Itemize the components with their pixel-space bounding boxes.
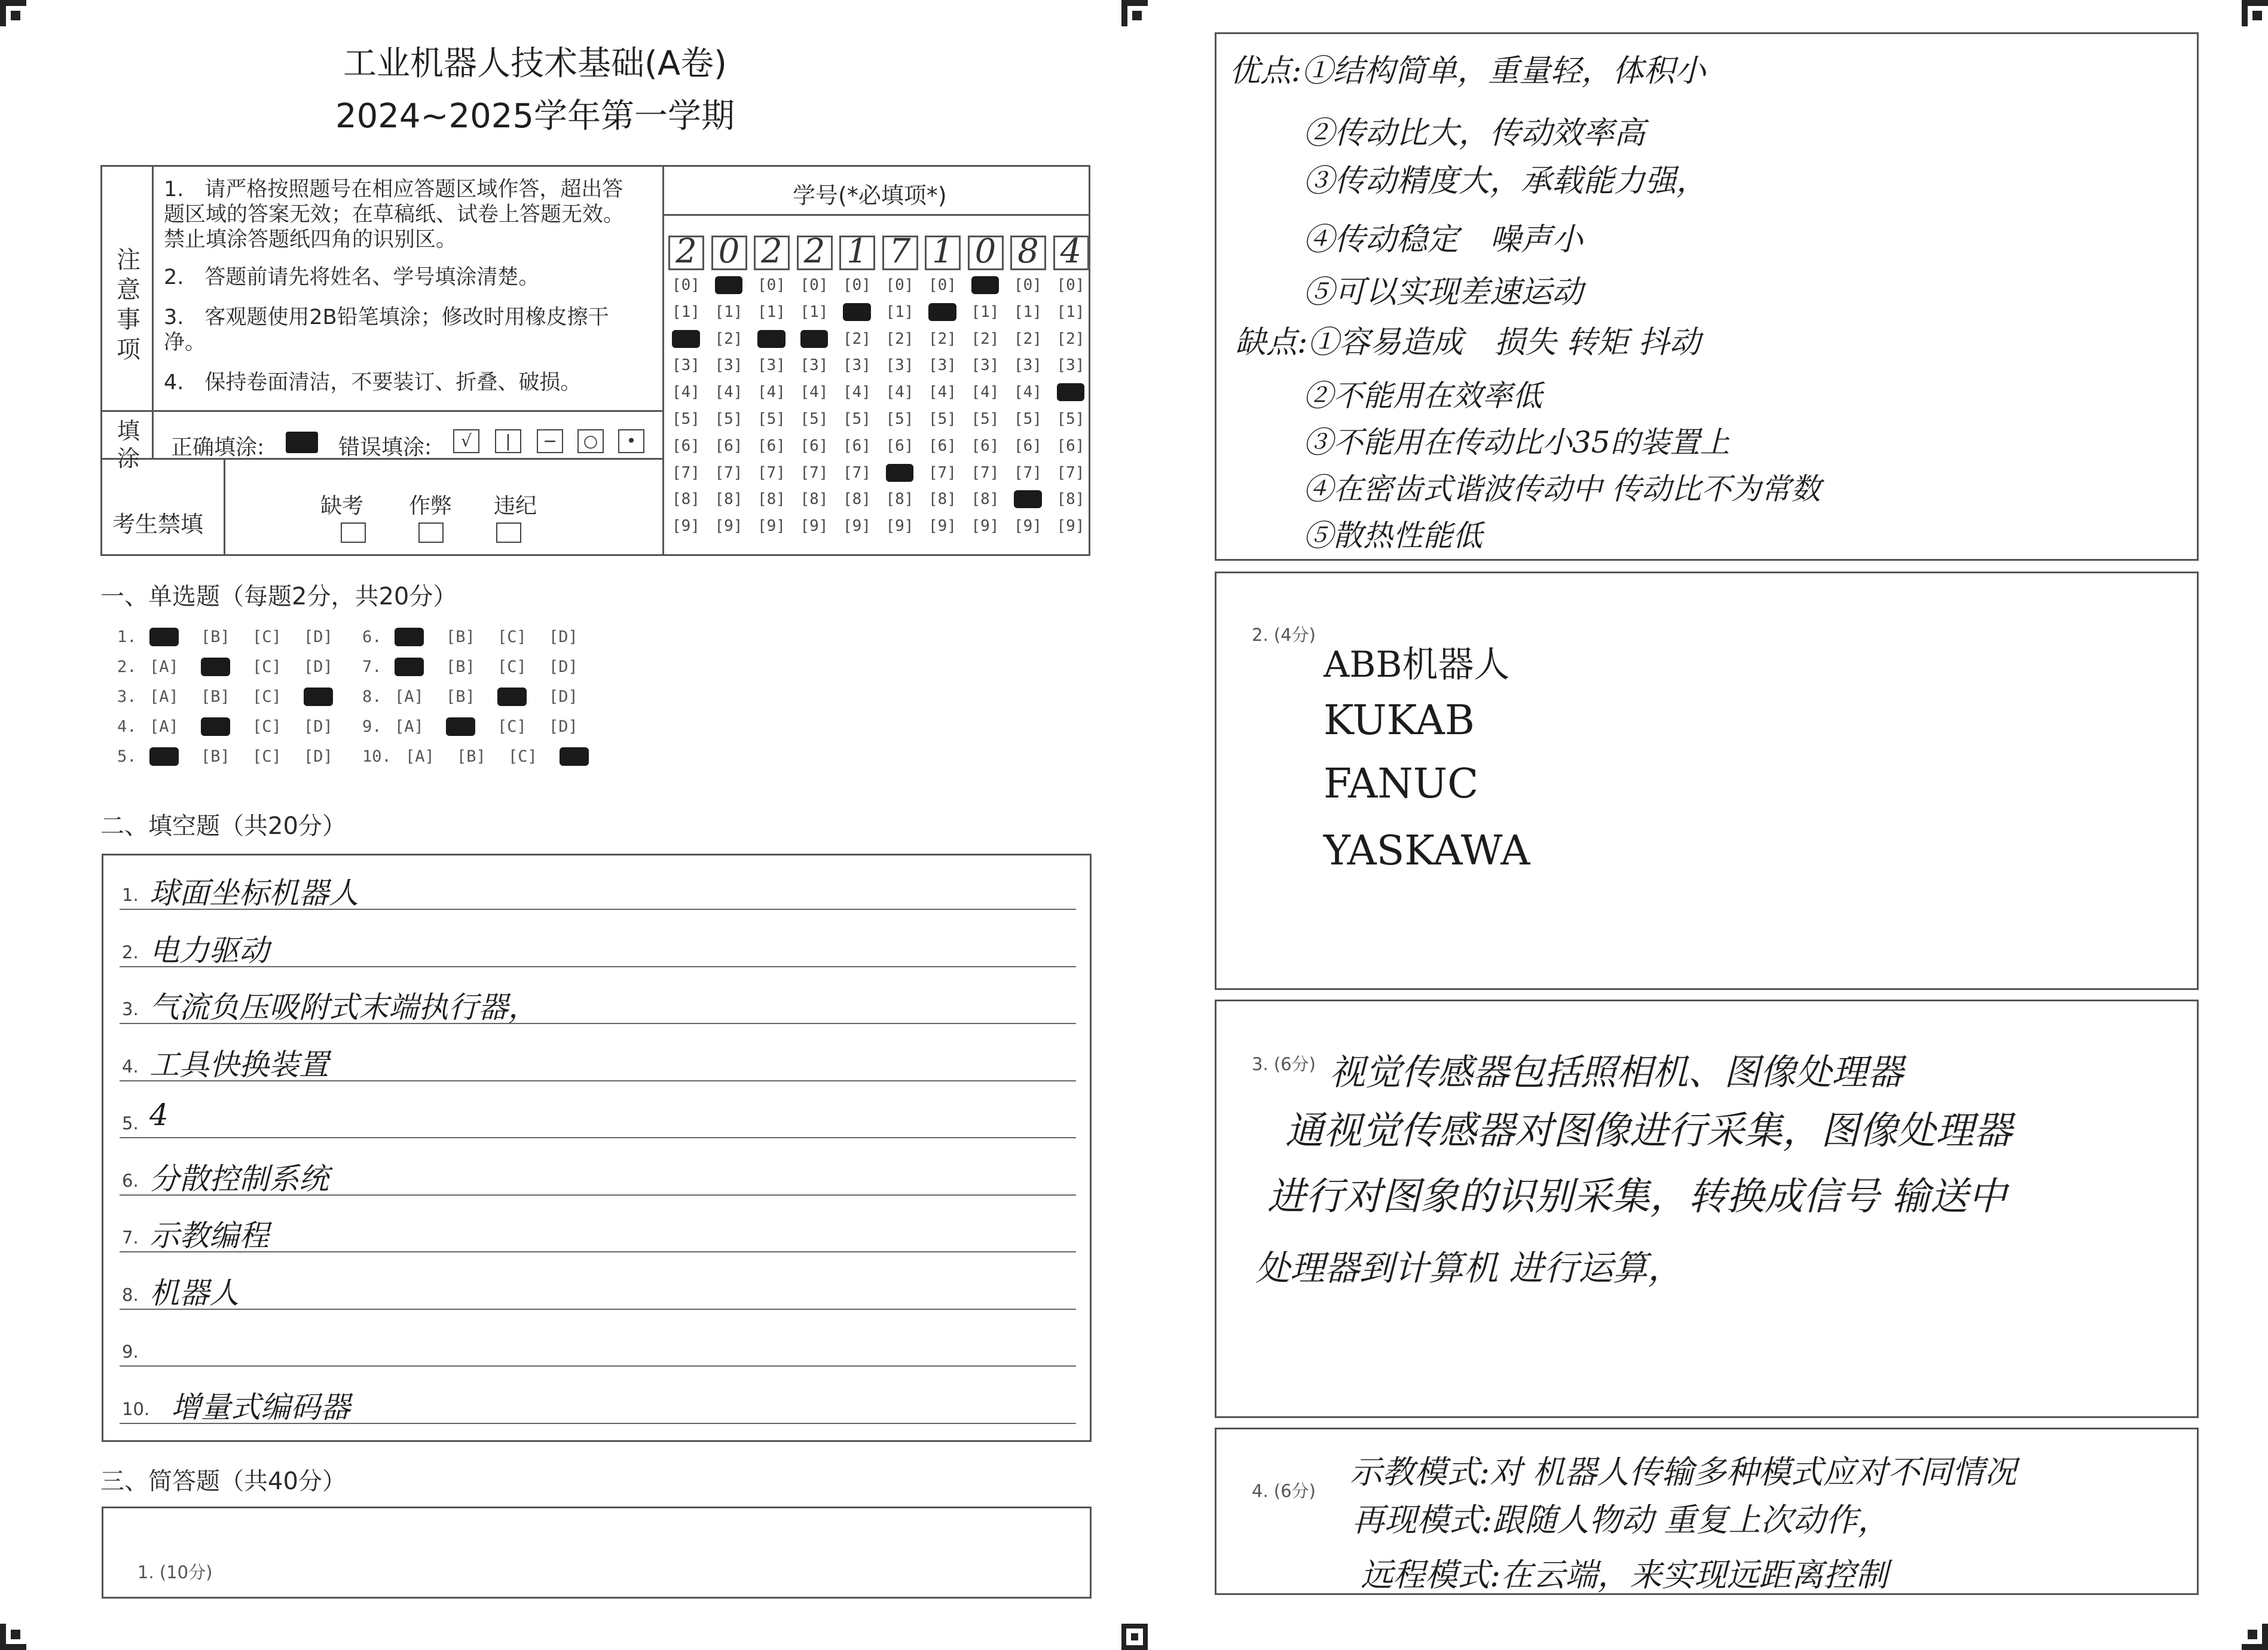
mc-option[interactable]: [C]: [497, 717, 527, 736]
student-id-bubble[interactable]: [8]: [757, 490, 785, 509]
student-id-bubble[interactable]: [2]: [928, 329, 956, 348]
mc-option[interactable]: [B]: [446, 628, 475, 646]
student-id-bubble[interactable]: [3]: [1014, 356, 1042, 375]
student-id-bubble[interactable]: [1]: [1014, 302, 1042, 321]
mc-option-filled[interactable]: [A]: [395, 658, 424, 676]
cheating-label: 作弊: [409, 494, 453, 518]
student-id-bubble-filled[interactable]: [7]: [885, 463, 914, 482]
student-id-digit: 2: [761, 232, 783, 271]
mc-option[interactable]: [C]: [497, 658, 527, 676]
q3-answer-line: 处理器到计算机 进行运算，: [1255, 1248, 1683, 1288]
notice-item: 2. 答题前请先将姓名、学号填涂清楚。: [164, 265, 540, 289]
student-id-bubble[interactable]: [1]: [885, 302, 914, 321]
student-id-bubble[interactable]: [9]: [800, 517, 829, 536]
fill-in-number: 5.: [122, 1113, 139, 1133]
fill-in-answer: 工具快换装置: [149, 1047, 329, 1082]
q2-label: 2. (4分): [1252, 625, 1316, 645]
fill-in-number: 1.: [122, 885, 139, 905]
student-id-digit: 0: [718, 232, 740, 271]
wrong-fill-example: •: [618, 429, 644, 453]
fill-in-line: [120, 1365, 1076, 1367]
fill-in-number: 2.: [122, 942, 139, 962]
student-id-bubble[interactable]: [5]: [714, 410, 743, 428]
fill-in-answer: 4: [149, 1098, 169, 1132]
q1-answer-line: ⑤可以实现差速运动: [1303, 274, 1584, 310]
student-id-bubble[interactable]: [9]: [971, 517, 999, 536]
student-id-bubble[interactable]: [4]: [1014, 383, 1042, 402]
mc-option-filled[interactable]: [B]: [201, 658, 230, 676]
student-id-bubble[interactable]: [4]: [843, 383, 871, 402]
q1-answer-line: 优点:①结构简单，重量轻，体积小: [1229, 53, 1706, 89]
mc-option-filled[interactable]: [B]: [201, 717, 230, 736]
student-id-bubble[interactable]: [9]: [1056, 517, 1085, 536]
student-id-bubble[interactable]: [3]: [1056, 356, 1085, 375]
fill-in-line: [120, 1309, 1076, 1310]
mc-option[interactable]: [A]: [149, 658, 179, 676]
student-id-bubble[interactable]: [9]: [1014, 517, 1042, 536]
student-id-bubble[interactable]: [5]: [757, 410, 785, 428]
student-id-bubble[interactable]: [4]: [971, 383, 999, 402]
fill-in-answer: 示教编程: [149, 1218, 269, 1253]
student-id-bubble[interactable]: [7]: [971, 463, 999, 482]
q3-answer-line: 通视觉传感器对图像进行采集，图像处理器: [1285, 1109, 2012, 1153]
student-id-bubble[interactable]: [8]: [885, 490, 914, 509]
fill-in-answer: 分散控制系统: [149, 1161, 329, 1196]
student-id-bubble[interactable]: [9]: [928, 517, 956, 536]
student-id-bubble[interactable]: [3]: [885, 356, 914, 375]
student-id-bubble-filled[interactable]: [0]: [971, 276, 999, 294]
q4-answer-line: 远程模式:在云端，来实现远距离控制: [1361, 1556, 1888, 1594]
q1-answer-line: ③传动精度大，承载能力强，: [1303, 163, 1708, 199]
student-id-bubble[interactable]: [0]: [672, 276, 700, 294]
registration-mark-top-center: [1121, 0, 1148, 26]
student-id-bubble[interactable]: [9]: [885, 517, 914, 536]
student-id-bubble-filled[interactable]: [4]: [1056, 383, 1085, 402]
mc-question-number: 9.: [362, 717, 382, 736]
student-id-bubble[interactable]: [2]: [843, 329, 871, 348]
student-id-bubble[interactable]: [1]: [757, 302, 785, 321]
mc-option[interactable]: [C]: [508, 747, 537, 766]
student-id-bubble[interactable]: [6]: [1056, 436, 1085, 455]
mc-question-number: 5.: [117, 747, 137, 766]
mc-option[interactable]: [D]: [304, 717, 333, 736]
mc-option-filled[interactable]: [A]: [149, 747, 179, 766]
fill-in-number: 6.: [122, 1170, 139, 1191]
fill-in-number: 7.: [122, 1227, 139, 1248]
wrong-fill-example: √: [453, 429, 479, 453]
student-id-bubble[interactable]: [0]: [757, 276, 785, 294]
student-id-bubble[interactable]: [5]: [1056, 410, 1085, 428]
student-id-bubble[interactable]: [2]: [714, 329, 743, 348]
q2-answer-line: YASKAWA: [1323, 827, 1530, 875]
registration-mark-top-left: [0, 0, 26, 26]
q1-answer-line: ⑤散热性能低: [1303, 518, 1483, 553]
student-id-bubble[interactable]: [6]: [714, 436, 743, 455]
mc-option[interactable]: [D]: [549, 717, 578, 736]
student-id-bubble-filled[interactable]: [2]: [757, 329, 785, 348]
student-id-bubble[interactable]: [4]: [928, 383, 956, 402]
mc-option[interactable]: [C]: [252, 628, 282, 646]
student-id-bubble[interactable]: [7]: [1014, 463, 1042, 482]
q1-answer-line: ②不能用在效率低: [1303, 378, 1542, 413]
wrong-fill-example: −: [537, 429, 563, 453]
absent-label: 缺考: [320, 494, 364, 518]
student-id-bubble[interactable]: [4]: [714, 383, 743, 402]
student-id-bubble[interactable]: [5]: [800, 410, 829, 428]
correct-fill-label: 正确填涂:: [171, 435, 265, 460]
student-id-bubble[interactable]: [7]: [843, 463, 871, 482]
mc-option[interactable]: [B]: [201, 688, 230, 706]
wrong-fill-example: ○: [577, 429, 604, 453]
q3-label: 3. (6分): [1252, 1054, 1316, 1074]
registration-mark-top-right: [2242, 0, 2268, 26]
student-id-bubble[interactable]: [9]: [843, 517, 871, 536]
fill-in-line: [120, 1137, 1076, 1138]
student-id-bubble[interactable]: [4]: [800, 383, 829, 402]
mc-option[interactable]: [D]: [304, 747, 333, 766]
section2-title: 二、填空题（共20分）: [100, 812, 346, 840]
student-id-bubble[interactable]: [5]: [672, 410, 700, 428]
student-id-bubble[interactable]: [6]: [843, 436, 871, 455]
fill-in-number: 3.: [122, 999, 139, 1019]
q3-answer-line: 进行对图象的识别采集，转换成信号 输送中: [1267, 1175, 2007, 1219]
q1-label: 1. (10分): [137, 1562, 213, 1582]
mc-option-filled[interactable]: [A]: [395, 628, 424, 646]
mc-option[interactable]: [C]: [252, 658, 282, 676]
student-id-digit: 0: [974, 232, 997, 271]
mc-option-filled[interactable]: [D]: [560, 747, 589, 766]
student-id-bubble[interactable]: [8]: [1056, 490, 1085, 509]
student-id-bubble[interactable]: [8]: [800, 490, 829, 509]
student-id-bubble[interactable]: [8]: [714, 490, 743, 509]
registration-mark-bottom-left: [0, 1624, 26, 1650]
fill-in-number: 4.: [122, 1056, 139, 1077]
student-id-bubble[interactable]: [7]: [672, 463, 700, 482]
mc-option[interactable]: [D]: [549, 658, 578, 676]
student-id-bubble[interactable]: [0]: [928, 276, 956, 294]
mc-question-number: 7.: [362, 658, 382, 676]
page-title: 工业机器人技术基础(A卷): [343, 44, 727, 83]
student-id-bubble[interactable]: [3]: [800, 356, 829, 375]
q2-answer-line: KUKAB: [1323, 697, 1475, 744]
mc-option[interactable]: [C]: [252, 688, 282, 706]
mc-option[interactable]: [B]: [201, 747, 230, 766]
registration-mark-bottom-right: [2242, 1624, 2268, 1650]
student-id-bubble[interactable]: [5]: [928, 410, 956, 428]
q1-answer-line: ④传动稳定 噪声小: [1303, 222, 1584, 258]
registration-mark-bottom-center: [1121, 1624, 1148, 1650]
q3-answer-line: 视觉传感器包括照相机、图像处理器: [1329, 1052, 1903, 1093]
mc-option[interactable]: [A]: [395, 717, 424, 736]
q1-answer-line: ②传动比大，传动效率高: [1303, 115, 1646, 151]
wrong-fill-label: 错误填涂:: [338, 435, 432, 460]
fill-in-number: 10.: [122, 1398, 150, 1419]
student-id-bubble[interactable]: [9]: [757, 517, 785, 536]
mc-option-filled[interactable]: [B]: [446, 717, 475, 736]
student-id-digit: 4: [1060, 232, 1082, 271]
student-id-digit: 7: [889, 232, 911, 271]
violation-label: 违纪: [494, 494, 537, 518]
mc-question-number: 2.: [117, 658, 137, 676]
short-answer-q1-panel: [102, 1507, 1092, 1599]
student-id-bubble[interactable]: [2]: [885, 329, 914, 348]
student-id-bubble[interactable]: [5]: [885, 410, 914, 428]
mc-option[interactable]: [C]: [252, 717, 282, 736]
student-id-bubble[interactable]: [1]: [800, 302, 829, 321]
notice-item: 3. 客观题使用2B铅笔填涂；修改时用橡皮擦干净。: [164, 305, 609, 355]
notice-item: 1. 请严格按照题号在相应答题区域作答，超出答题区域的答案无效；在草稿纸、试卷上答题无效。禁止填涂答题纸四角的识别区。: [164, 178, 625, 252]
fill-in-answer: 气流负压吸附式末端执行器，: [149, 990, 538, 1025]
mc-option-filled[interactable]: [D]: [304, 688, 333, 706]
student-id-bubble-filled[interactable]: [0]: [714, 276, 743, 294]
student-id-digit: 2: [803, 232, 826, 271]
fill-in-number: 9.: [122, 1342, 139, 1362]
student-id-bubble[interactable]: [5]: [843, 410, 871, 428]
student-id-bubble[interactable]: [7]: [800, 463, 829, 482]
student-id-digit: 2: [675, 232, 697, 271]
student-id-bubble[interactable]: [7]: [928, 463, 956, 482]
student-id-digit: 1: [846, 232, 868, 271]
student-id-bubble[interactable]: [6]: [800, 436, 829, 455]
student-id-bubble[interactable]: [2]: [1014, 329, 1042, 348]
q4-answer-line: 示教模式:对 机器人传输多种模式应对不同情况: [1350, 1453, 2017, 1491]
notice-label: 注意事项: [117, 246, 140, 363]
mc-question-number: 10.: [362, 747, 392, 766]
q4-label: 4. (6分): [1252, 1481, 1316, 1501]
student-id-bubble[interactable]: [8]: [843, 490, 871, 509]
fill-in-number: 8.: [122, 1284, 139, 1305]
student-id-bubble[interactable]: [0]: [800, 276, 829, 294]
student-id-bubble[interactable]: [2]: [971, 329, 999, 348]
mc-question-number: 1.: [117, 628, 137, 646]
student-id-bubble[interactable]: [8]: [928, 490, 956, 509]
fill-in-answer: 球面坐标机器人: [149, 876, 359, 910]
student-id-bubble[interactable]: [8]: [971, 490, 999, 509]
student-id-bubble[interactable]: [6]: [1014, 436, 1042, 455]
student-id-bubble[interactable]: [9]: [714, 517, 743, 536]
mc-option[interactable]: [D]: [549, 628, 578, 646]
student-id-bubble[interactable]: [3]: [843, 356, 871, 375]
student-id-bubble[interactable]: [6]: [672, 436, 700, 455]
student-id-bubble[interactable]: [6]: [971, 436, 999, 455]
student-id-bubble-filled[interactable]: [2]: [672, 329, 700, 348]
mc-question-number: 8.: [362, 688, 382, 706]
student-id-bubble[interactable]: [1]: [971, 302, 999, 321]
student-id-bubble[interactable]: [1]: [672, 302, 700, 321]
student-id-bubble[interactable]: [6]: [928, 436, 956, 455]
student-id-bubble[interactable]: [1]: [714, 302, 743, 321]
student-id-bubble[interactable]: [7]: [714, 463, 743, 482]
student-id-bubble[interactable]: [0]: [885, 276, 914, 294]
student-id-bubble[interactable]: [9]: [672, 517, 700, 536]
student-id-bubble-filled[interactable]: [1]: [843, 302, 871, 321]
student-id-bubble[interactable]: [4]: [672, 383, 700, 402]
q1-answer-line: ④在密齿式谐波传动中 传动比不为常数: [1303, 472, 1821, 506]
student-id-label: 学号(*必填项*): [793, 182, 947, 209]
student-id-bubble[interactable]: [3]: [714, 356, 743, 375]
page-subtitle: 2024~2025学年第一学期: [335, 97, 735, 136]
mc-option[interactable]: [A]: [405, 747, 435, 766]
notice-item: 4. 保持卷面清洁，不要装订、折叠、破损。: [164, 371, 582, 395]
student-id-bubble[interactable]: [3]: [757, 356, 785, 375]
mc-option[interactable]: [A]: [149, 688, 179, 706]
mc-option-filled[interactable]: [A]: [149, 628, 179, 646]
student-id-bubble[interactable]: [7]: [1056, 463, 1085, 482]
wrong-fill-example: |: [495, 429, 521, 453]
student-id-bubble-filled[interactable]: [8]: [1014, 490, 1042, 509]
student-id-bubble[interactable]: [8]: [672, 490, 700, 509]
mc-option[interactable]: [B]: [201, 628, 230, 646]
q2-answer-line: ABB机器人: [1323, 644, 1510, 686]
student-id-bubble[interactable]: [4]: [757, 383, 785, 402]
student-id-bubble[interactable]: [4]: [885, 383, 914, 402]
q4-answer-line: 再现模式:跟随人物动 重复上次动作，: [1352, 1501, 1890, 1539]
student-id-bubble[interactable]: [3]: [971, 356, 999, 375]
student-id-bubble[interactable]: [0]: [843, 276, 871, 294]
fill-in-answer: 机器人: [149, 1275, 239, 1310]
mc-question-number: 3.: [117, 688, 137, 706]
student-id-bubble[interactable]: [5]: [971, 410, 999, 428]
correct-fill-example: [286, 432, 318, 453]
q2-answer-line: FANUC: [1323, 760, 1479, 808]
fill-in-answer: 增量式编码器: [171, 1389, 350, 1425]
mc-question-number: 4.: [117, 717, 137, 736]
student-id-bubble[interactable]: [6]: [757, 436, 785, 455]
student-id-bubble[interactable]: [3]: [672, 356, 700, 375]
student-id-bubble[interactable]: [0]: [1056, 276, 1085, 294]
mc-question-number: 6.: [362, 628, 382, 646]
cheating-checkbox[interactable]: [418, 522, 444, 543]
absent-checkbox[interactable]: [341, 522, 366, 543]
mc-option[interactable]: [C]: [252, 747, 282, 766]
mc-option[interactable]: [D]: [304, 658, 333, 676]
student-id-bubble[interactable]: [6]: [885, 436, 914, 455]
mc-option[interactable]: [A]: [149, 717, 179, 736]
student-id-bubble-filled[interactable]: [2]: [800, 329, 829, 348]
mc-option[interactable]: [B]: [446, 658, 475, 676]
section1-title: 一、单选题（每题2分，共20分）: [100, 583, 457, 610]
violation-checkbox[interactable]: [496, 522, 521, 543]
student-id-bubble[interactable]: [2]: [1056, 329, 1085, 348]
q1-answer-line: ③不能用在传动比小35的装置上: [1303, 425, 1730, 460]
student-id-bubble[interactable]: [7]: [757, 463, 785, 482]
student-id-bubble[interactable]: [5]: [1014, 410, 1042, 428]
mc-option[interactable]: [C]: [497, 628, 527, 646]
student-id-bubble[interactable]: [1]: [1056, 302, 1085, 321]
fill-in-answer: 电力驱动: [149, 933, 269, 968]
mc-option[interactable]: [A]: [395, 688, 424, 706]
mc-option[interactable]: [B]: [446, 688, 475, 706]
student-id-bubble-filled[interactable]: [1]: [928, 302, 956, 321]
fill-method-label: 填涂: [117, 418, 140, 472]
mc-option[interactable]: [D]: [304, 628, 333, 646]
student-id-digit: 8: [1017, 232, 1039, 271]
student-id-bubble[interactable]: [3]: [928, 356, 956, 375]
section3-title: 三、简答题（共40分）: [100, 1468, 346, 1495]
student-id-bubble[interactable]: [0]: [1014, 276, 1042, 294]
q1-answer-line: 缺点:①容易造成 损失 转矩 抖动: [1235, 325, 1701, 360]
mc-option-filled[interactable]: [C]: [497, 688, 527, 706]
staff-only-label: 考生禁填: [112, 511, 204, 537]
mc-option[interactable]: [D]: [549, 688, 578, 706]
mc-option[interactable]: [B]: [457, 747, 486, 766]
student-id-digit: 1: [932, 232, 953, 271]
